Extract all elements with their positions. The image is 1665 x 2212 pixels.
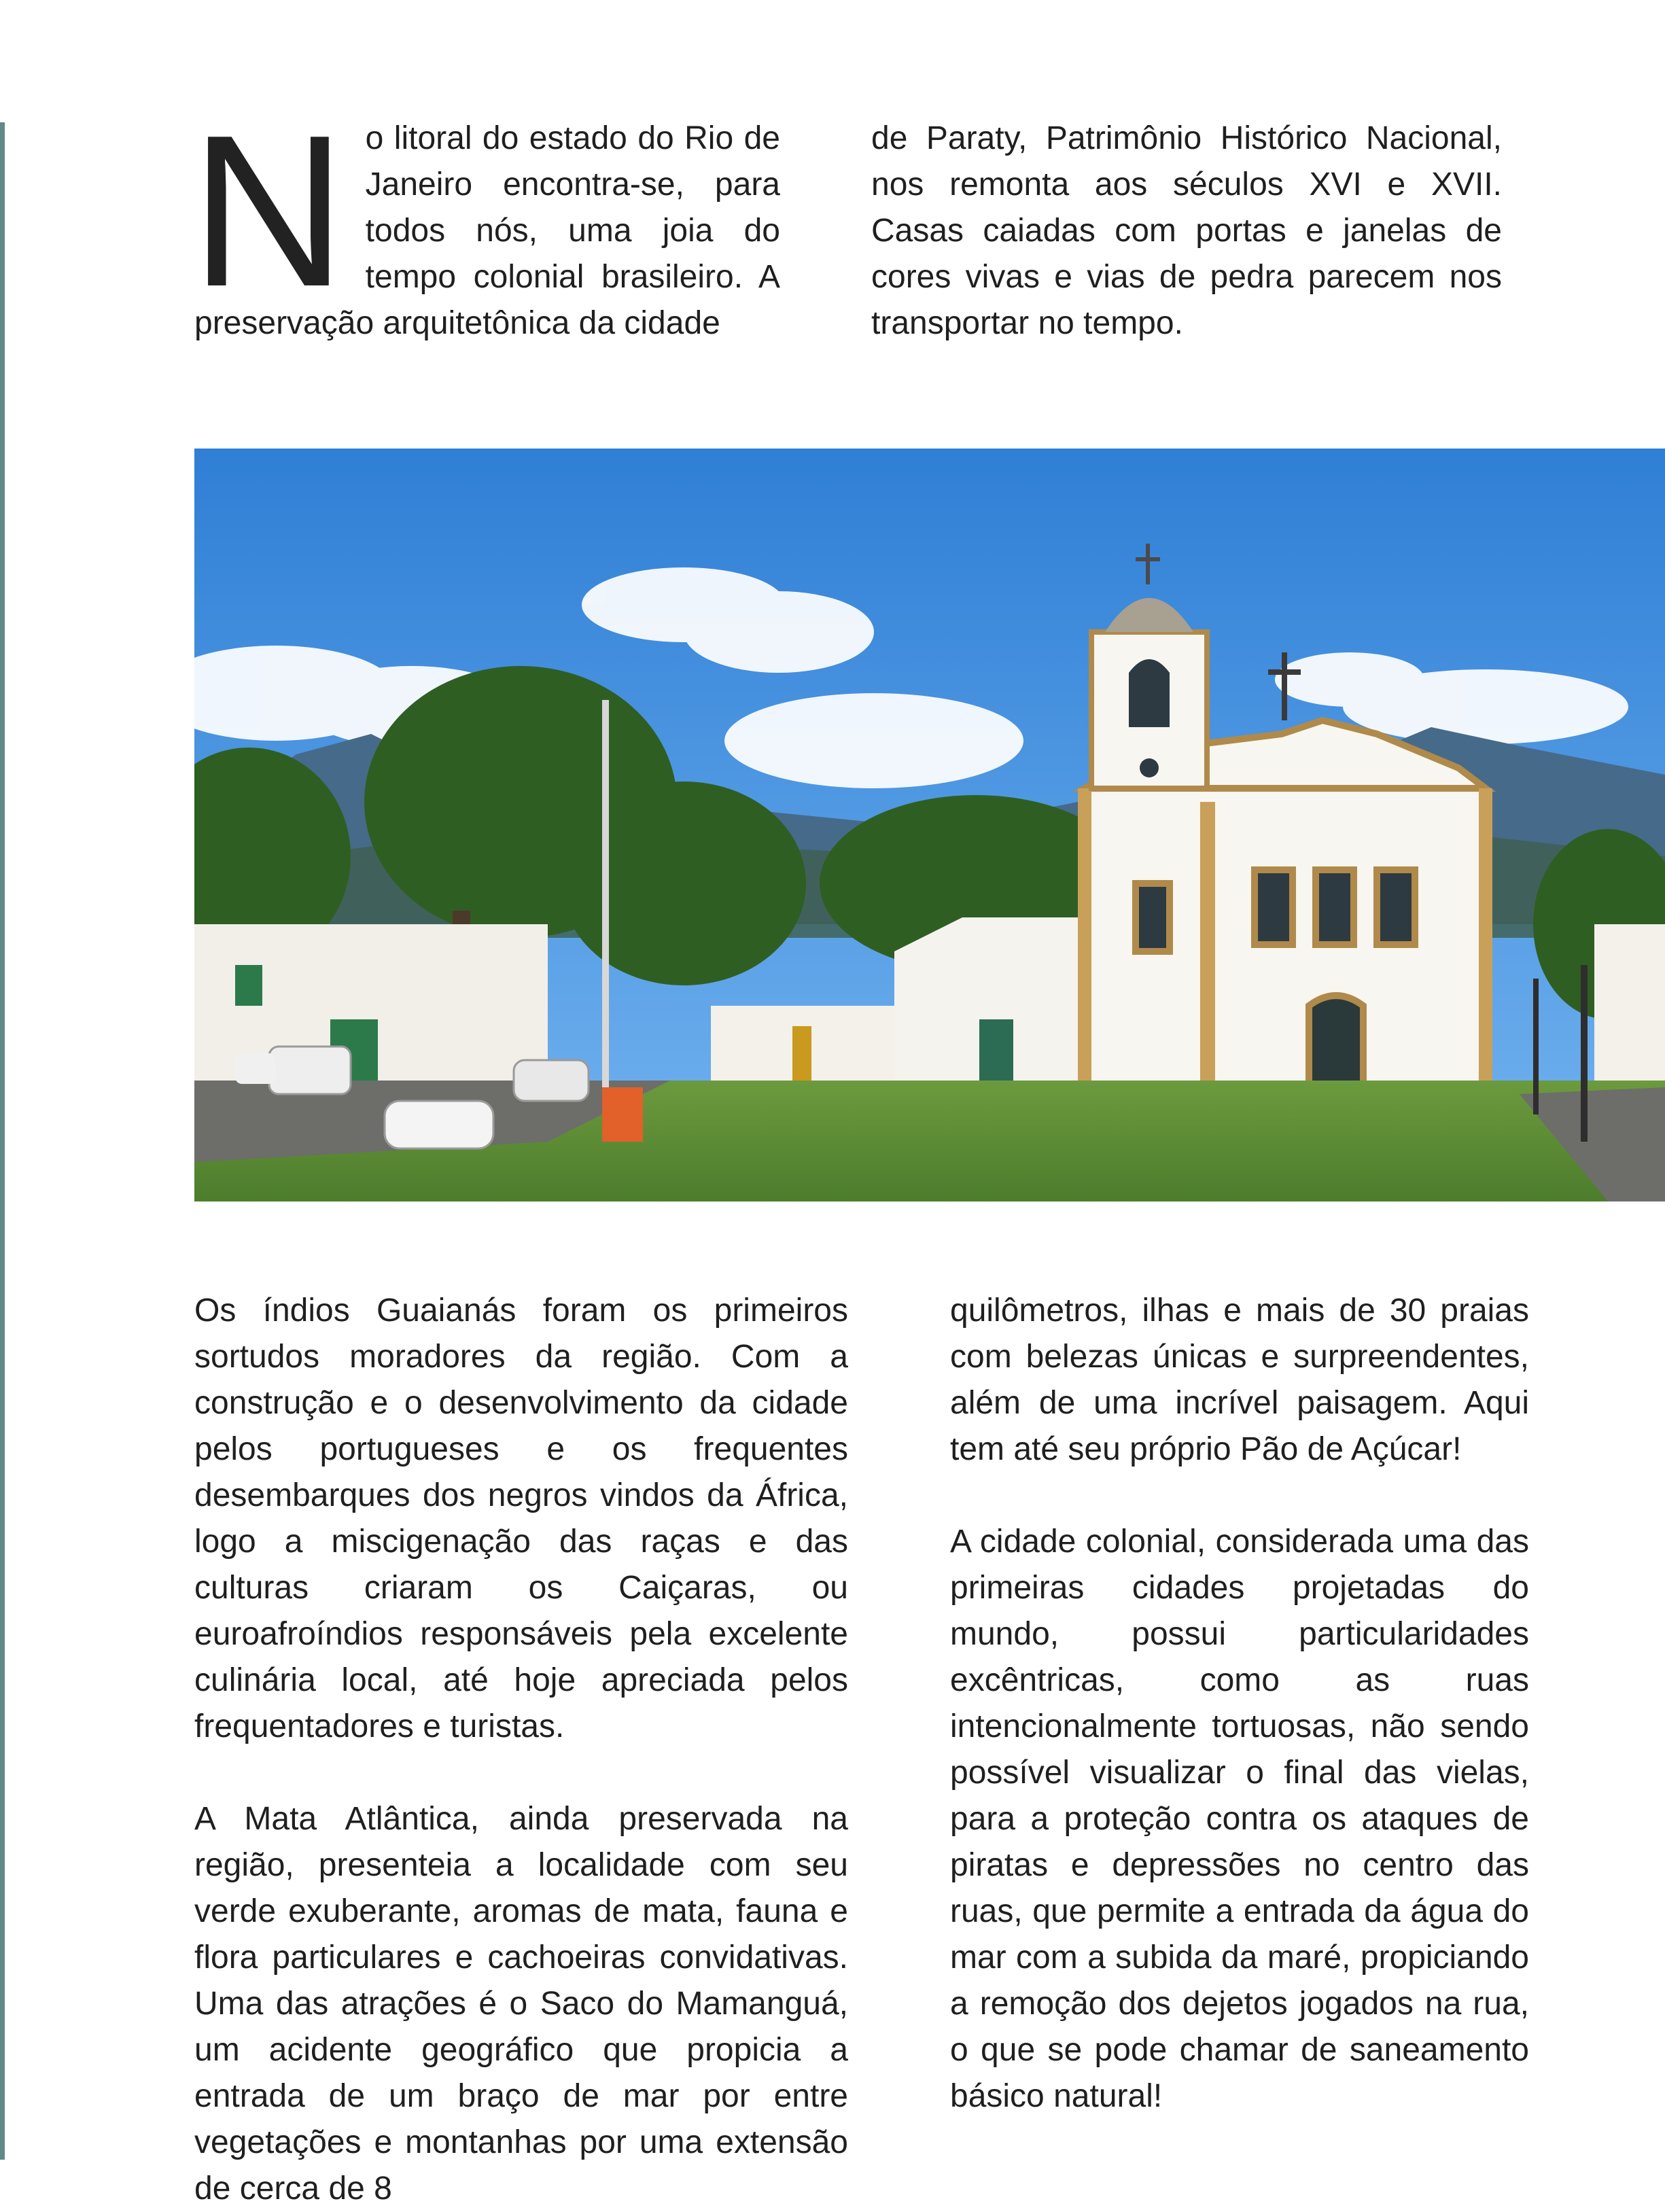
flag-mast xyxy=(602,700,609,1087)
body-paragraph: quilômetros, ilhas e mais de 30 praias com belezas únicas e surpreendentes, além de uma incrível paisagem. Aqui tem até seu próprio Pão de Açúcar! xyxy=(950,1293,1529,1467)
intro-column-left xyxy=(190,90,780,347)
body-column-right xyxy=(950,1288,1529,2120)
body-paragraph: Os índios Guaianás foram os primeiros sortudos moradores da região. Com a construção e o desenvolvimento da cidade pelos portugueses e os frequentes desembarques dos negros vindos da África, logo a miscigenação das raças e das culturas criaram os Caiçaras, ou euroafroíndios responsáveis pela excelente culinária local, até hoje apreciada pelos frequentadores e turistas. xyxy=(194,1293,848,1744)
drop-cap: N xyxy=(190,90,347,332)
trash-bin xyxy=(602,1087,643,1142)
body-paragraph: A Mata Atlântica, ainda preservada na região, presenteia a localidade com seu verde exuberante, aromas de mata, fauna e flora particulares e cachoeiras convidativas. Uma das atrações é o Saco do Mamanguá, um acidente geográfico que propicia a entrada de um braço de mar por entre vegetações e montanhas por uma extensão de cerca de 8 xyxy=(194,1801,848,2207)
intro-text-left: o litoral do estado do Rio de Janeiro encontra-se, para todos nós, uma joia do tempo colonial brasileiro. A preservação arquitetônica da cidade xyxy=(194,120,780,341)
accent-edge-bar xyxy=(0,122,5,2160)
intro-text-right: de Paraty, Patrimônio Histórico Nacional, nos remonta aos séculos XVI e XVII. Casas caiadas com portas e janelas de cores vivas e vias de pedra parecem nos transportar no tempo. xyxy=(871,120,1502,341)
body-paragraph: A cidade colonial, considerada uma das primeiras cidades projetadas do mundo, possui particularidades excêntricas, como as ruas intencionalmente tortuosas, não sendo possível visualizar o final das vielas, para a proteção contra os ataques de piratas e depressões no centro das ruas, que permite a entrada da água do mar com a subida da maré, propiciando a remoção dos dejetos jogados na rua, o que se pode chamar de saneamento básico natural! xyxy=(950,1524,1529,2114)
church-square-photo xyxy=(194,449,1665,1201)
street-lamp xyxy=(1581,965,1588,1142)
body-column-left xyxy=(194,1288,848,2212)
intro-column-right xyxy=(871,116,1502,347)
colonial-houses-right xyxy=(1594,924,1665,1108)
